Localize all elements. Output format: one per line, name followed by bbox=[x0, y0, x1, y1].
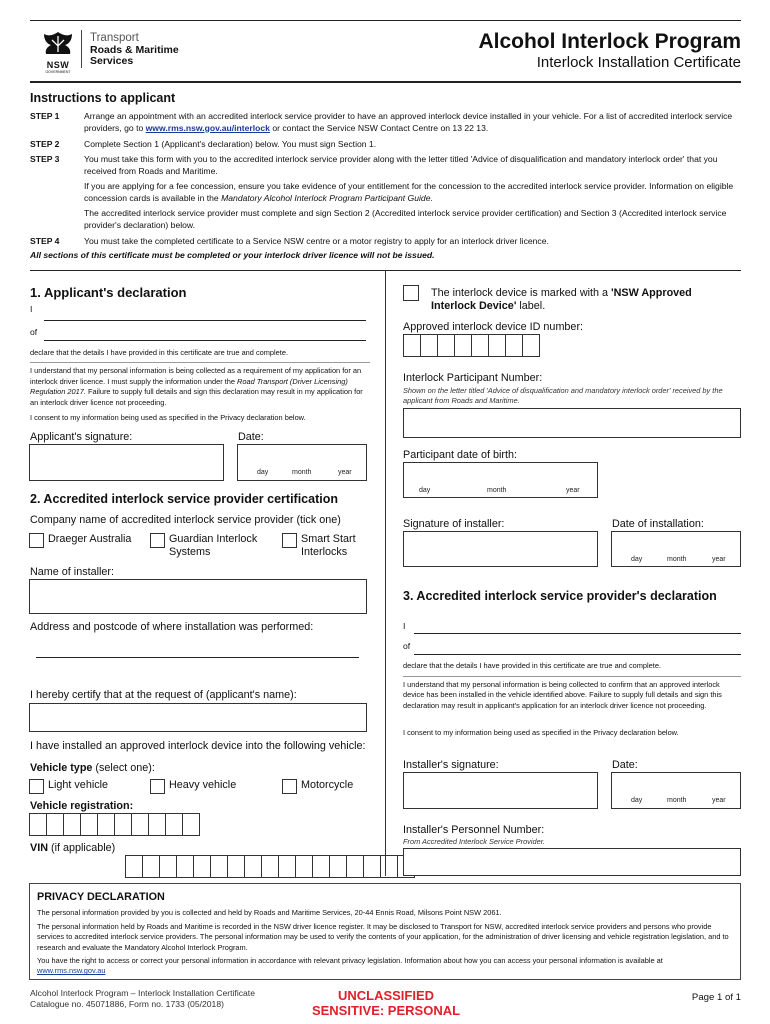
motorcycle-label: Motorcycle bbox=[301, 779, 354, 791]
vin-cells[interactable] bbox=[125, 855, 415, 878]
installer-name-input[interactable] bbox=[29, 579, 367, 614]
step-2-label: STEP 2 bbox=[30, 139, 60, 149]
company-label: Company name of accredited interlock service provider (tick one) bbox=[30, 514, 341, 526]
certify-label: I hereby certify that at the request of (applicant's name): bbox=[30, 689, 297, 701]
privacy-p2: The personal information held by Roads and Maritime is recorded in the NSW driver licence register. It may be disclosed to Transport for NSW, accredited interlock service providers and persons who provide services to accredited interlock service providers. The personal information may be used to verify the contents of your application, for the administration of driver licensing and vehicle registration legislation, and to research and evaluate the Mandatory Alcohol Interlock Program. bbox=[37, 922, 729, 952]
address-label: Address and postcode of where installation was performed: bbox=[30, 621, 314, 633]
dob-day: day bbox=[419, 487, 431, 494]
provider-text: The accredited interlock service provider must complete and sign Section 2 (Accredited interlock service provider certification) and Section 3 (Accredited interlock service provider's declaration) below. bbox=[84, 208, 727, 230]
dob-year: year bbox=[566, 487, 580, 494]
s1-date-label: Date: bbox=[238, 431, 264, 443]
s1-date-day: day bbox=[257, 469, 269, 476]
s1-date-year: year bbox=[338, 469, 352, 476]
footer-catalogue: Catalogue no. 45071886, Form no. 1733 (05/2018) bbox=[30, 999, 224, 1009]
section3-heading: 3. Accredited interlock service provider's declaration bbox=[403, 589, 717, 603]
header-rule bbox=[30, 81, 741, 83]
vehicle-type-label: Vehicle type (select one): bbox=[30, 762, 155, 774]
step-4-text: You must take the completed certificate to a Service NSW centre or a motor registry to apply for an interlock driver licence. bbox=[84, 236, 549, 246]
address-input[interactable] bbox=[36, 657, 359, 658]
dob-month: month bbox=[487, 487, 507, 494]
step-4-label: STEP 4 bbox=[30, 236, 60, 246]
top-rule bbox=[30, 20, 741, 21]
light-vehicle-label: Light vehicle bbox=[48, 779, 109, 791]
privacy-heading: PRIVACY DECLARATION bbox=[37, 891, 165, 903]
installer-name-label: Name of installer: bbox=[30, 566, 115, 578]
device-id-label: Approved interlock device ID number: bbox=[403, 321, 584, 333]
classification-sensitive: SENSITIVE: PERSONAL bbox=[311, 1003, 461, 1018]
rms-interlock-link[interactable]: www.rms.nsw.gov.au/interlock bbox=[145, 122, 270, 133]
s3-date-label: Date: bbox=[612, 759, 638, 771]
s3-divider bbox=[403, 676, 741, 677]
installer-signature-label: Signature of installer: bbox=[403, 518, 505, 530]
s3-name-input[interactable] bbox=[414, 633, 741, 634]
section1-heading: 1. Applicant's declaration bbox=[30, 285, 187, 300]
nsw-waratah-logo bbox=[38, 30, 78, 74]
heavy-vehicle-label: Heavy vehicle bbox=[169, 779, 237, 791]
personnel-number-input[interactable] bbox=[403, 848, 741, 876]
s1-understand: I understand that my personal information is being collected as a requirement of my application for an interlock driver licence. I must supply the information under the Road Transport (Driver Licensing) Regulation 2017. Failure to supply full details and sign this declaration may result in my application for an interlock driver licence not proceeding. bbox=[30, 366, 363, 407]
participant-note: Shown on the letter titled 'Advice of disqualification and mandatory interlock order' received by the applicant from Roads and Maritime. bbox=[403, 386, 723, 405]
s1-address-input[interactable] bbox=[44, 340, 366, 341]
step-3-label: STEP 3 bbox=[30, 154, 60, 164]
registration-label: Vehicle registration: bbox=[30, 800, 134, 812]
s3-date-year: year bbox=[712, 797, 726, 804]
participant-label: Interlock Participant Number: bbox=[403, 372, 543, 384]
installed-label: I have installed an approved interlock device into the following vehicle: bbox=[30, 740, 366, 752]
rms-home-link[interactable]: www.rms.nsw.gov.au bbox=[37, 966, 106, 976]
nsw-approved-checkbox[interactable] bbox=[403, 285, 419, 301]
installer-signature-box[interactable] bbox=[403, 531, 598, 567]
personnel-label: Installer's Personnel Number: bbox=[403, 824, 545, 836]
org-transport: Transport bbox=[90, 32, 139, 44]
draeger-label: Draeger Australia bbox=[48, 533, 132, 545]
nsw-logo-text: NSW bbox=[46, 60, 70, 70]
section2-heading: 2. Accredited interlock service provider certification bbox=[30, 492, 338, 506]
logo-divider bbox=[81, 30, 82, 68]
applicant-name-input[interactable] bbox=[29, 703, 367, 732]
footer-title: Alcohol Interlock Program – Interlock Installation Certificate bbox=[30, 988, 255, 998]
vin-label: VIN (if applicable) bbox=[30, 842, 116, 854]
motorcycle-checkbox[interactable] bbox=[282, 779, 297, 794]
s3-date-day: day bbox=[631, 797, 643, 804]
registration-cells[interactable] bbox=[29, 813, 200, 836]
guardian-checkbox[interactable] bbox=[150, 533, 165, 548]
light-vehicle-checkbox[interactable] bbox=[29, 779, 44, 794]
s1-i-label: I bbox=[30, 304, 33, 314]
install-date-day: day bbox=[631, 556, 643, 563]
applicant-signature-label: Applicant's signature: bbox=[30, 431, 133, 443]
privacy-p3: You have the right to access or correct your personal information in accordance with relevant privacy legislation. Information about how you can access your personal information is available at www.rms.nsw.gov.au bbox=[37, 956, 663, 976]
s3-consent: I consent to my information being used as specified in the Privacy declaration below. bbox=[403, 728, 679, 737]
s3-signature-box[interactable] bbox=[403, 772, 598, 809]
applicant-signature-box[interactable] bbox=[29, 444, 224, 481]
step-1-text: Arrange an appointment with an accredited interlock service provider to have an approved interlock device installed in your vehicle. For a list of accredited interlock service providers, go to www.rms.nsw.gov.au/interlock or contact the Service NSW Contact Centre on 13 22 13. bbox=[84, 111, 733, 133]
device-id-cells[interactable] bbox=[403, 334, 540, 357]
instructions-heading: Instructions to applicant bbox=[30, 91, 176, 105]
install-date-label: Date of installation: bbox=[612, 518, 704, 530]
s3-address-input[interactable] bbox=[414, 654, 741, 655]
s3-declare: declare that the details I have provided in this certificate are true and complete. bbox=[403, 661, 661, 670]
smart-start-checkbox[interactable] bbox=[282, 533, 297, 548]
s3-of-label: of bbox=[403, 641, 411, 651]
s3-date-month: month bbox=[667, 797, 687, 804]
smart-start-label: Smart Start Interlocks bbox=[301, 533, 356, 558]
step-2-text: Complete Section 1 (Applicant's declaration) below. You must sign Section 1. bbox=[84, 139, 377, 149]
warning-text: All sections of this certificate must be completed or your interlock driver licence will not be issued. bbox=[30, 250, 435, 260]
draeger-checkbox[interactable] bbox=[29, 533, 44, 548]
classification-label: UNCLASSIFIED bbox=[337, 988, 435, 1003]
s1-of-label: of bbox=[30, 327, 38, 337]
heavy-vehicle-checkbox[interactable] bbox=[150, 779, 165, 794]
dob-label: Participant date of birth: bbox=[403, 449, 518, 461]
privacy-p1: The personal information provided by you is collected and held by Roads and Maritime Services, 20-44 Ennis Road, Milsons Point NSW 2061. bbox=[37, 908, 502, 917]
org-roads-maritime: Roads & Maritime bbox=[90, 44, 179, 56]
guardian-label: Guardian Interlock Systems bbox=[169, 533, 258, 558]
s1-divider bbox=[30, 362, 370, 363]
s1-name-input[interactable] bbox=[44, 320, 366, 321]
s3-understand: I understand that my personal information is being collected to confirm that an approved interlock device has been installed in the vehicle identified above. Failure to supply full details and sign this declaration may result in applicant's application for an interlock driver licence not proceeding. bbox=[403, 680, 722, 710]
nsw-logo-sub: GOVERNMENT bbox=[45, 70, 71, 74]
participant-number-input[interactable] bbox=[403, 408, 741, 438]
page-title: Alcohol Interlock Program bbox=[478, 30, 741, 53]
step-3-text: You must take this form with you to the accredited interlock service provider along with the letter titled 'Advice of disqualification and mandatory interlock order' that you received from Roads and Maritime. bbox=[84, 154, 718, 176]
step-1-label: STEP 1 bbox=[30, 111, 60, 121]
personnel-note: From Accredited Interlock Service Provider. bbox=[403, 837, 545, 846]
s1-consent: I consent to my information being used as specified in the Privacy declaration below. bbox=[30, 413, 306, 422]
install-date-month: month bbox=[667, 556, 687, 563]
s3-signature-label: Installer's signature: bbox=[403, 759, 499, 771]
s1-declare: declare that the details I have provided in this certificate are true and complete. bbox=[30, 348, 288, 357]
nsw-approved-label: The interlock device is marked with a 'NSW Approved Interlock Device' label. bbox=[431, 287, 692, 312]
s3-i-label: I bbox=[403, 621, 406, 631]
column-divider bbox=[385, 270, 386, 876]
page-number: Page 1 of 1 bbox=[691, 992, 741, 1003]
concession-text: If you are applying for a fee concession, ensure you take evidence of your entitlement for the concession to the accredited interlock service provider. Information on eligible concession cards is available in the Mandatory Alcohol Interlock Program Participant Guide. bbox=[84, 181, 734, 203]
page-subtitle: Interlock Installation Certificate bbox=[536, 54, 741, 71]
org-services: Services bbox=[90, 55, 134, 67]
s1-date-month: month bbox=[292, 469, 312, 476]
install-date-year: year bbox=[712, 556, 726, 563]
